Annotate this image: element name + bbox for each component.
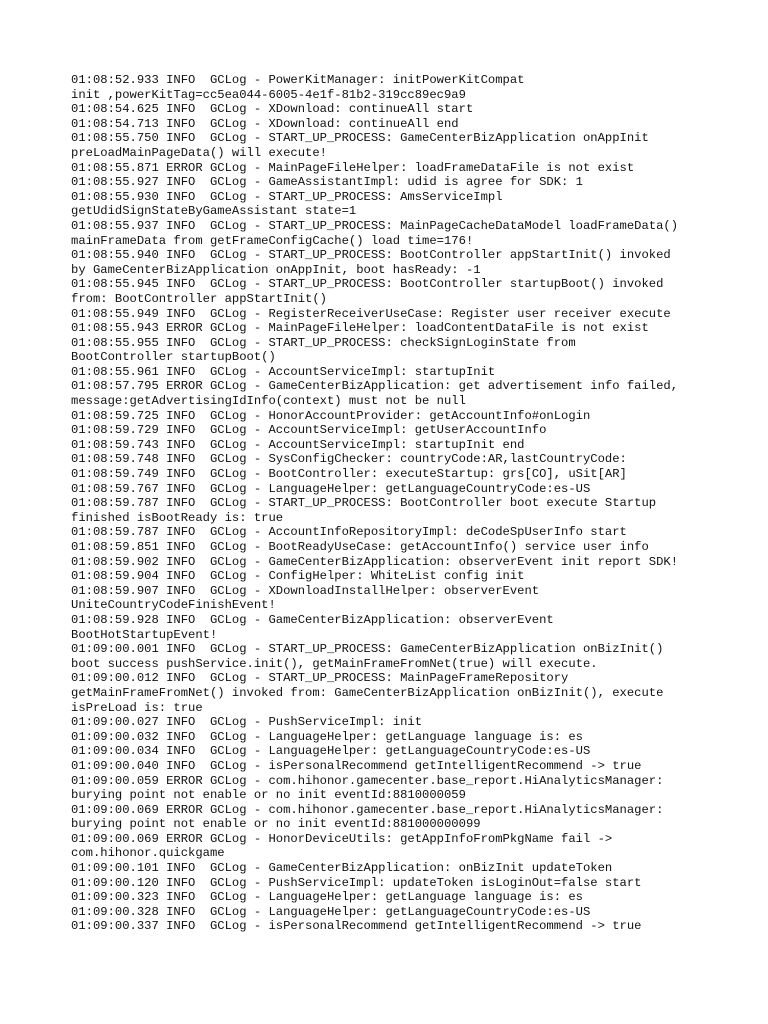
log-line: 01:08:59.725 INFO GCLog - HonorAccountProvider: getAccountInfo#onLogin bbox=[71, 408, 591, 423]
log-line: 01:09:00.032 INFO GCLog - LanguageHelper: getLanguage language is: es bbox=[71, 729, 583, 744]
log-line: com.hihonor.quickgame bbox=[71, 846, 225, 861]
log-line: 01:08:55.871 ERROR GCLog - MainPageFileHelper: loadFrameDataFile is not exist bbox=[71, 160, 635, 175]
log-line: 01:08:59.787 INFO GCLog - AccountInfoRepositoryImpl: deCodeSpUserInfo start bbox=[71, 525, 627, 540]
log-line: 01:09:00.120 INFO GCLog - PushServiceImpl: updateToken isLoginOut=false start bbox=[71, 875, 642, 890]
log-line: by GameCenterBizApplication onAppInit, boot hasReady: -1 bbox=[71, 262, 481, 277]
log-line: 01:08:52.933 INFO GCLog - PowerKitManager: initPowerKitCompat bbox=[71, 73, 525, 87]
log-line: 01:09:00.328 INFO GCLog - LanguageHelper: getLanguageCountryCode:es-US bbox=[71, 904, 591, 919]
log-line: BootController startupBoot() bbox=[71, 350, 276, 365]
log-line: 01:09:00.069 ERROR GCLog - com.hihonor.gamecenter.base_report.HiAnalyticsManager: bbox=[71, 802, 664, 817]
log-line: 01:09:00.069 ERROR GCLog - HonorDeviceUtils: getAppInfoFromPkgName fail -> bbox=[71, 831, 613, 846]
log-line: 01:09:00.323 INFO GCLog - LanguageHelper: getLanguage language is: es bbox=[71, 890, 583, 905]
log-line: 01:08:59.748 INFO GCLog - SysConfigChecker: countryCode:AR,lastCountryCode: bbox=[71, 452, 627, 467]
log-line: 01:08:55.949 INFO GCLog - RegisterReceiverUseCase: Register user receiver execute bbox=[71, 306, 671, 321]
log-line: 01:08:55.750 INFO GCLog - START_UP_PROCESS: GameCenterBizApplication onAppInit bbox=[71, 131, 649, 146]
log-line: init ,powerKitTag=cc5ea044-6005-4e1f-81b2-319cc89ec9a9 bbox=[71, 87, 466, 102]
log-line: 01:08:59.907 INFO GCLog - XDownloadInstallHelper: observerEvent bbox=[71, 583, 540, 598]
log-line: 01:08:59.767 INFO GCLog - LanguageHelper: getLanguageCountryCode:es-US bbox=[71, 481, 591, 496]
log-line: 01:08:59.851 INFO GCLog - BootReadyUseCase: getAccountInfo() service user info bbox=[71, 540, 649, 554]
log-line: isPreLoad is: true bbox=[71, 700, 203, 715]
log-line: 01:08:59.749 INFO GCLog - BootController: executeStartup: grs[CO], uSit[AR] bbox=[71, 467, 627, 482]
log-line: BootHotStartupEvent! bbox=[71, 627, 218, 642]
log-line: burying point not enable or no init eventId:881000000099 bbox=[71, 817, 481, 832]
log-line: 01:08:59.928 INFO GCLog - GameCenterBizApplication: observerEvent bbox=[71, 612, 554, 627]
log-line: preLoadMainPageData() will execute! bbox=[71, 145, 327, 160]
log-line: 01:09:00.101 INFO GCLog - GameCenterBizApplication: onBizInit updateToken bbox=[71, 861, 613, 876]
log-line: 01:08:55.940 INFO GCLog - START_UP_PROCESS: BootController appStartInit() invoked bbox=[71, 248, 671, 263]
log-line: 01:09:00.001 INFO GCLog - START_UP_PROCESS: GameCenterBizApplication onBizInit() bbox=[71, 642, 664, 657]
log-output bbox=[71, 73, 731, 934]
log-line: 01:08:54.713 INFO GCLog - XDownload: continueAll end bbox=[71, 116, 459, 131]
log-line: 01:08:54.625 INFO GCLog - XDownload: continueAll start bbox=[71, 102, 474, 117]
log-line: 01:09:00.040 INFO GCLog - isPersonalRecommend getIntelligentRecommend -> true bbox=[71, 758, 642, 773]
log-line: 01:08:55.943 ERROR GCLog - MainPageFileHelper: loadContentDataFile is not exist bbox=[71, 321, 649, 336]
log-line: 01:08:59.729 INFO GCLog - AccountServiceImpl: getUserAccountInfo bbox=[71, 423, 547, 438]
log-line: 01:08:59.743 INFO GCLog - AccountServiceImpl: startupInit end bbox=[71, 437, 525, 452]
log-line: from: BootController appStartInit() bbox=[71, 291, 327, 306]
log-line: mainFrameData from getFrameConfigCache() load time=176! bbox=[71, 233, 474, 248]
log-line: burying point not enable or no init eventId:8810000059 bbox=[71, 788, 466, 803]
log-line: 01:08:55.927 INFO GCLog - GameAssistantImpl: udid is agree for SDK: 1 bbox=[71, 175, 583, 190]
log-line: 01:08:57.795 ERROR GCLog - GameCenterBizApplication: get advertisement info failed, bbox=[71, 379, 679, 394]
log-line: 01:08:55.945 INFO GCLog - START_UP_PROCESS: BootController startupBoot() invoked bbox=[71, 277, 664, 292]
log-line: getUdidSignStateByGameAssistant state=1 bbox=[71, 204, 357, 219]
log-line: 01:08:55.955 INFO GCLog - START_UP_PROCESS: checkSignLoginState from bbox=[71, 335, 576, 350]
log-line: 01:09:00.027 INFO GCLog - PushServiceImpl: init bbox=[71, 715, 423, 730]
log-line: 01:08:59.902 INFO GCLog - GameCenterBizApplication: observerEvent init report SDK! bbox=[71, 554, 679, 569]
log-line: boot success pushService.init(), getMainFrameFromNet(true) will execute. bbox=[71, 656, 598, 671]
log-line: getMainFrameFromNet() invoked from: GameCenterBizApplication onBizInit(), execute bbox=[71, 685, 664, 700]
log-line: 01:09:00.012 INFO GCLog - START_UP_PROCESS: MainPageFrameRepository bbox=[71, 671, 569, 686]
log-line: 01:09:00.059 ERROR GCLog - com.hihonor.gamecenter.base_report.HiAnalyticsManager: bbox=[71, 773, 664, 788]
log-line: 01:08:55.930 INFO GCLog - START_UP_PROCESS: AmsServiceImpl bbox=[71, 189, 503, 204]
log-line: 01:08:59.904 INFO GCLog - ConfigHelper: WhiteList config init bbox=[71, 569, 525, 584]
log-line: UniteCountryCodeFinishEvent! bbox=[71, 598, 276, 613]
log-line: message:getAdvertisingIdInfo(context) must not be null bbox=[71, 394, 466, 409]
log-line: 01:08:55.937 INFO GCLog - START_UP_PROCESS: MainPageCacheDataModel loadFrameData() bbox=[71, 218, 679, 233]
log-line: 01:08:55.961 INFO GCLog - AccountServiceImpl: startupInit bbox=[71, 364, 496, 379]
log-line: 01:09:00.034 INFO GCLog - LanguageHelper: getLanguageCountryCode:es-US bbox=[71, 744, 591, 759]
log-line: 01:09:00.337 INFO GCLog - isPersonalRecommend getIntelligentRecommend -> true bbox=[71, 919, 642, 934]
log-line: 01:08:59.787 INFO GCLog - START_UP_PROCESS: BootController boot execute Startup bbox=[71, 496, 657, 511]
log-line: finished isBootReady is: true bbox=[71, 510, 284, 525]
